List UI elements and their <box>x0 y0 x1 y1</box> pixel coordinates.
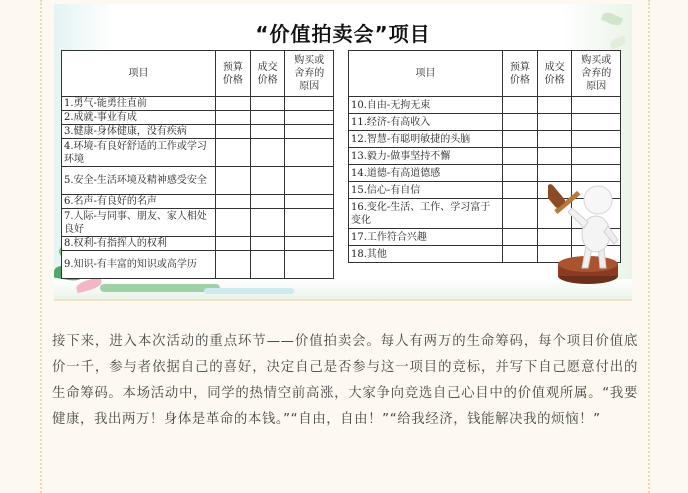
gavel-figure-icon <box>548 164 632 290</box>
budget-cell <box>503 114 538 131</box>
reason-cell <box>285 251 334 279</box>
column-header-budget: 预算 价格 <box>216 51 251 97</box>
reason-cell <box>285 111 334 125</box>
budget-cell <box>216 111 251 125</box>
reason-cell <box>285 125 334 139</box>
budget-cell <box>503 165 538 182</box>
deal-cell <box>537 148 572 165</box>
table-row-label: 15.信心-有自信 <box>349 182 503 199</box>
auction-table-left <box>61 50 334 279</box>
table-row-label: 17.工作符合兴趣 <box>349 229 503 246</box>
deal-cell <box>250 139 285 167</box>
table-row-label: 4.环境-有良好舒适的工作或学习环境 <box>62 139 216 167</box>
table-row-label: 10.自由-无拘无束 <box>349 97 503 114</box>
budget-cell <box>503 131 538 148</box>
budget-cell <box>216 237 251 251</box>
budget-cell <box>503 229 538 246</box>
reason-cell <box>285 139 334 167</box>
reason-cell <box>285 237 334 251</box>
leaf-decoration <box>100 284 220 292</box>
table-row-label: 12.智慧-有聪明敏捷的头脑 <box>349 131 503 148</box>
deal-cell <box>250 97 285 111</box>
reason-cell <box>285 195 334 209</box>
budget-cell <box>216 251 251 279</box>
budget-cell <box>216 139 251 167</box>
deal-cell <box>250 167 285 195</box>
page-left-divider <box>40 0 42 493</box>
worksheet-image <box>54 4 632 301</box>
budget-cell <box>216 97 251 111</box>
deal-cell <box>537 131 572 148</box>
budget-cell <box>216 195 251 209</box>
budget-cell <box>503 182 538 199</box>
deal-cell <box>537 114 572 131</box>
reason-cell <box>285 209 334 237</box>
budget-cell <box>216 209 251 237</box>
deal-cell <box>250 209 285 237</box>
budget-cell <box>216 125 251 139</box>
table-row-label: 6.名声-有良好的名声 <box>62 195 216 209</box>
column-header-reason: 购买或 舍弃的 原因 <box>572 51 621 97</box>
column-header-reason: 购买或 舍弃的 原因 <box>285 51 334 97</box>
table-row-label: 7.人际-与同事、朋友、家人相处良好 <box>62 209 216 237</box>
deal-cell <box>250 125 285 139</box>
budget-cell <box>216 167 251 195</box>
table-row-label: 1.勇气-能勇往直前 <box>62 97 216 111</box>
reason-cell <box>572 131 621 148</box>
table-row-label: 9.知识-有丰富的知识或高学历 <box>62 251 216 279</box>
table-row-label: 8.权利-有指挥人的权利 <box>62 237 216 251</box>
deal-cell <box>537 97 572 114</box>
budget-cell <box>503 246 538 263</box>
column-header-deal: 成交 价格 <box>250 51 285 97</box>
table-row-label: 14.道德-有高道德感 <box>349 165 503 182</box>
deal-cell <box>250 237 285 251</box>
reason-cell <box>572 114 621 131</box>
worksheet-title: “价值拍卖会”项目 <box>255 22 431 46</box>
column-header-deal: 成交 价格 <box>537 51 572 97</box>
deal-cell <box>250 111 285 125</box>
column-header-item: 项目 <box>349 51 503 97</box>
table-row-label: 13.毅力-做事坚持不懈 <box>349 148 503 165</box>
page-right-divider <box>648 0 650 493</box>
reason-cell <box>572 97 621 114</box>
table-row-label: 3.健康-身体健康，没有疾病 <box>62 125 216 139</box>
reason-cell <box>285 97 334 111</box>
reason-cell <box>285 167 334 195</box>
article-paragraph: 接下来，进入本次活动的重点环节——价值拍卖会。每人有两万的生命筹码，每个项目价值底价一千，参与者依据自己的喜好，决定自己是否参与这一项目的竞标，并写下自己愿意付出的生命筹码。本场活动中，同学的热情空前高涨，大家争向竞选自己心目中的价值观所属。“我要健康，我出两万！身体是革命的本钱。”“自由，自由！”“给我经济，钱能解决我的烦恼！” <box>52 334 638 427</box>
budget-cell <box>503 148 538 165</box>
table-row-label: 16.变化-生活、工作、学习富于变化 <box>349 199 503 229</box>
column-header-item: 项目 <box>62 51 216 97</box>
leaf-decoration <box>204 288 294 294</box>
reason-cell <box>572 148 621 165</box>
table-row-label: 5.安全-生活环境及精神感受安全 <box>62 167 216 195</box>
deal-cell <box>250 195 285 209</box>
table-row-label: 11.经济-有高收入 <box>349 114 503 131</box>
budget-cell <box>503 97 538 114</box>
budget-cell <box>503 199 538 229</box>
table-row-label: 2.成就-事业有成 <box>62 111 216 125</box>
deal-cell <box>250 251 285 279</box>
column-header-budget: 预算 价格 <box>503 51 538 97</box>
table-row-label: 18.其他 <box>349 246 503 263</box>
